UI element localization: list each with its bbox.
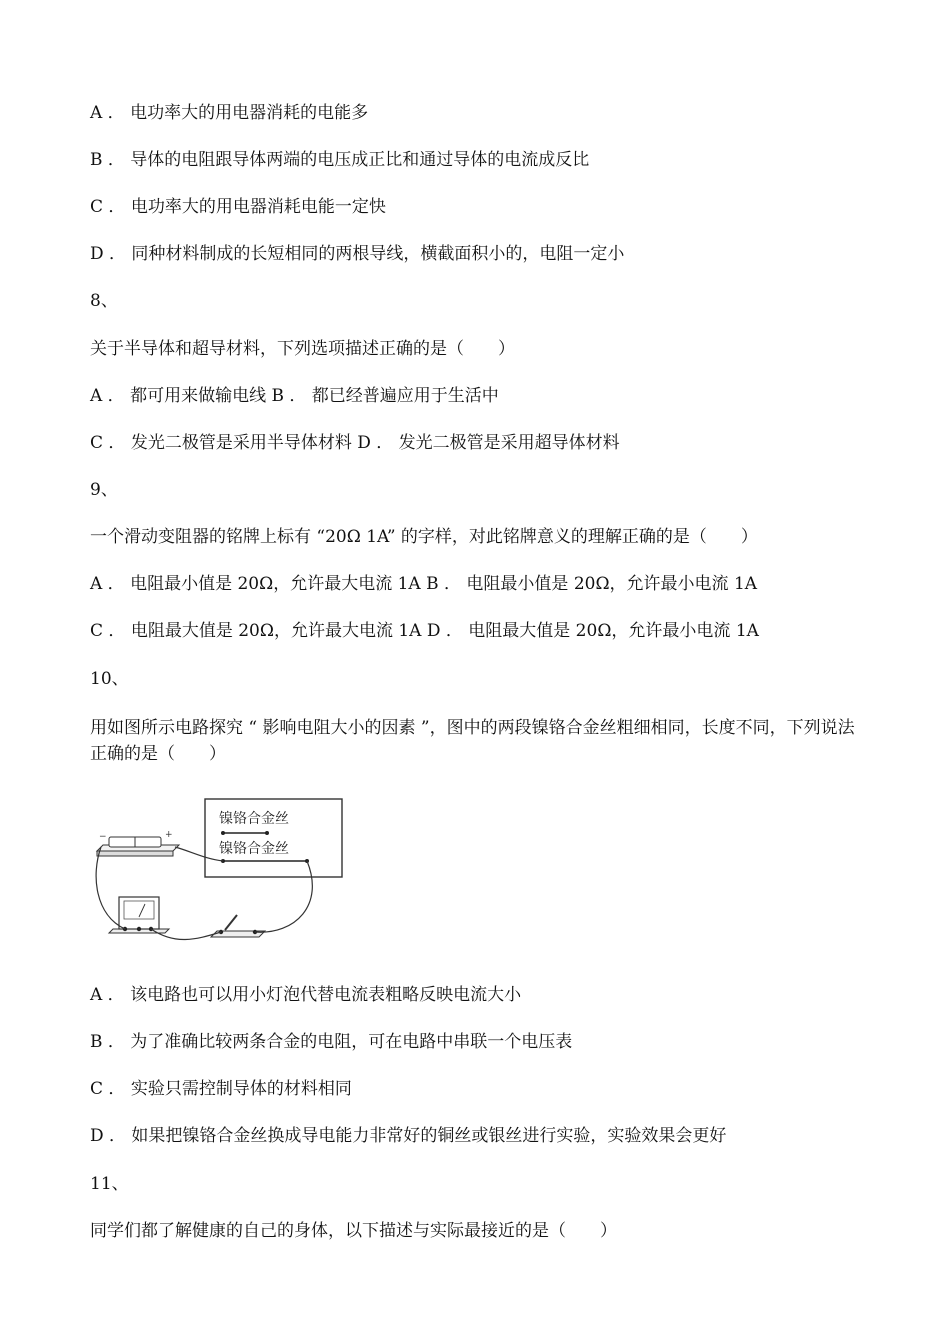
svg-text:−: − (99, 832, 107, 842)
q8-number: 8、 (90, 291, 118, 311)
alloy-label-1: 镍铬合金丝 (219, 811, 289, 827)
q11-stem: 同学们都了解健康的自己的身体，以下描述与实际最接近的是（ ） (90, 1221, 617, 1241)
q9-options-cd: C ． 电阻最大值是 20Ω，允许最大电流 1A D ． 电阻最大值是 20Ω，允许最小电流 1A (90, 621, 759, 641)
q9-stem: 一个滑动变阻器的铭牌上标有 “20Ω 1A” 的字样，对此铭牌意义的理解正确的是（ ） (90, 527, 758, 547)
q11-number: 11、 (90, 1174, 129, 1194)
alloy-label-2: 镍铬合金丝 (219, 841, 289, 857)
switch-lever (225, 915, 237, 930)
q7-option-d: D ． 同种材料制成的长短相同的两根导线，横截面积小的，电阻一定小 (90, 244, 625, 264)
q8-options-cd: C ． 发光二极管是采用半导体材料 D ． 发光二极管是采用超导体材料 (90, 433, 620, 453)
q10-stem: 用如图所示电路探究 “ 影响电阻大小的因素 ”，图中的两段镍铬合金丝粗细相同，长度不同，下列说法正确的是（ ） (90, 718, 855, 764)
svg-text:+: + (165, 830, 173, 840)
q8-options-ab: A ． 都可用来做输电线 B ． 都已经普遍应用于生活中 (90, 386, 499, 406)
q7-option-c: C ． 电功率大的用电器消耗电能一定快 (90, 197, 386, 217)
q9-options-ab: A ． 电阻最小值是 20Ω，允许最大电流 1A B ． 电阻最小值是 20Ω，允许最小电流 1A (90, 574, 758, 594)
q7-option-a: A ． 电功率大的用电器消耗的电能多 (90, 103, 369, 123)
q10-number: 10、 (90, 669, 129, 689)
q9-number: 9、 (90, 480, 118, 500)
q10-option-c: C ． 实验只需控制导体的材料相同 (90, 1079, 352, 1099)
q10-option-a: A ． 该电路也可以用小灯泡代替电流表粗略反映电流大小 (90, 985, 522, 1005)
q10-option-b: B ． 为了准确比较两条合金的电阻，可在电路中串联一个电压表 (90, 1032, 573, 1052)
q7-option-b: B ． 导体的电阻跟导体两端的电压成正比和通过导体的电流成反比 (90, 150, 590, 170)
q10-option-d: D ． 如果把镍铬合金丝换成导电能力非常好的铜丝或银丝进行实验，实验效果会更好 (90, 1126, 727, 1146)
circuit-diagram (95, 795, 345, 945)
q8-stem: 关于半导体和超导材料，下列选项描述正确的是（ ） (90, 339, 515, 359)
